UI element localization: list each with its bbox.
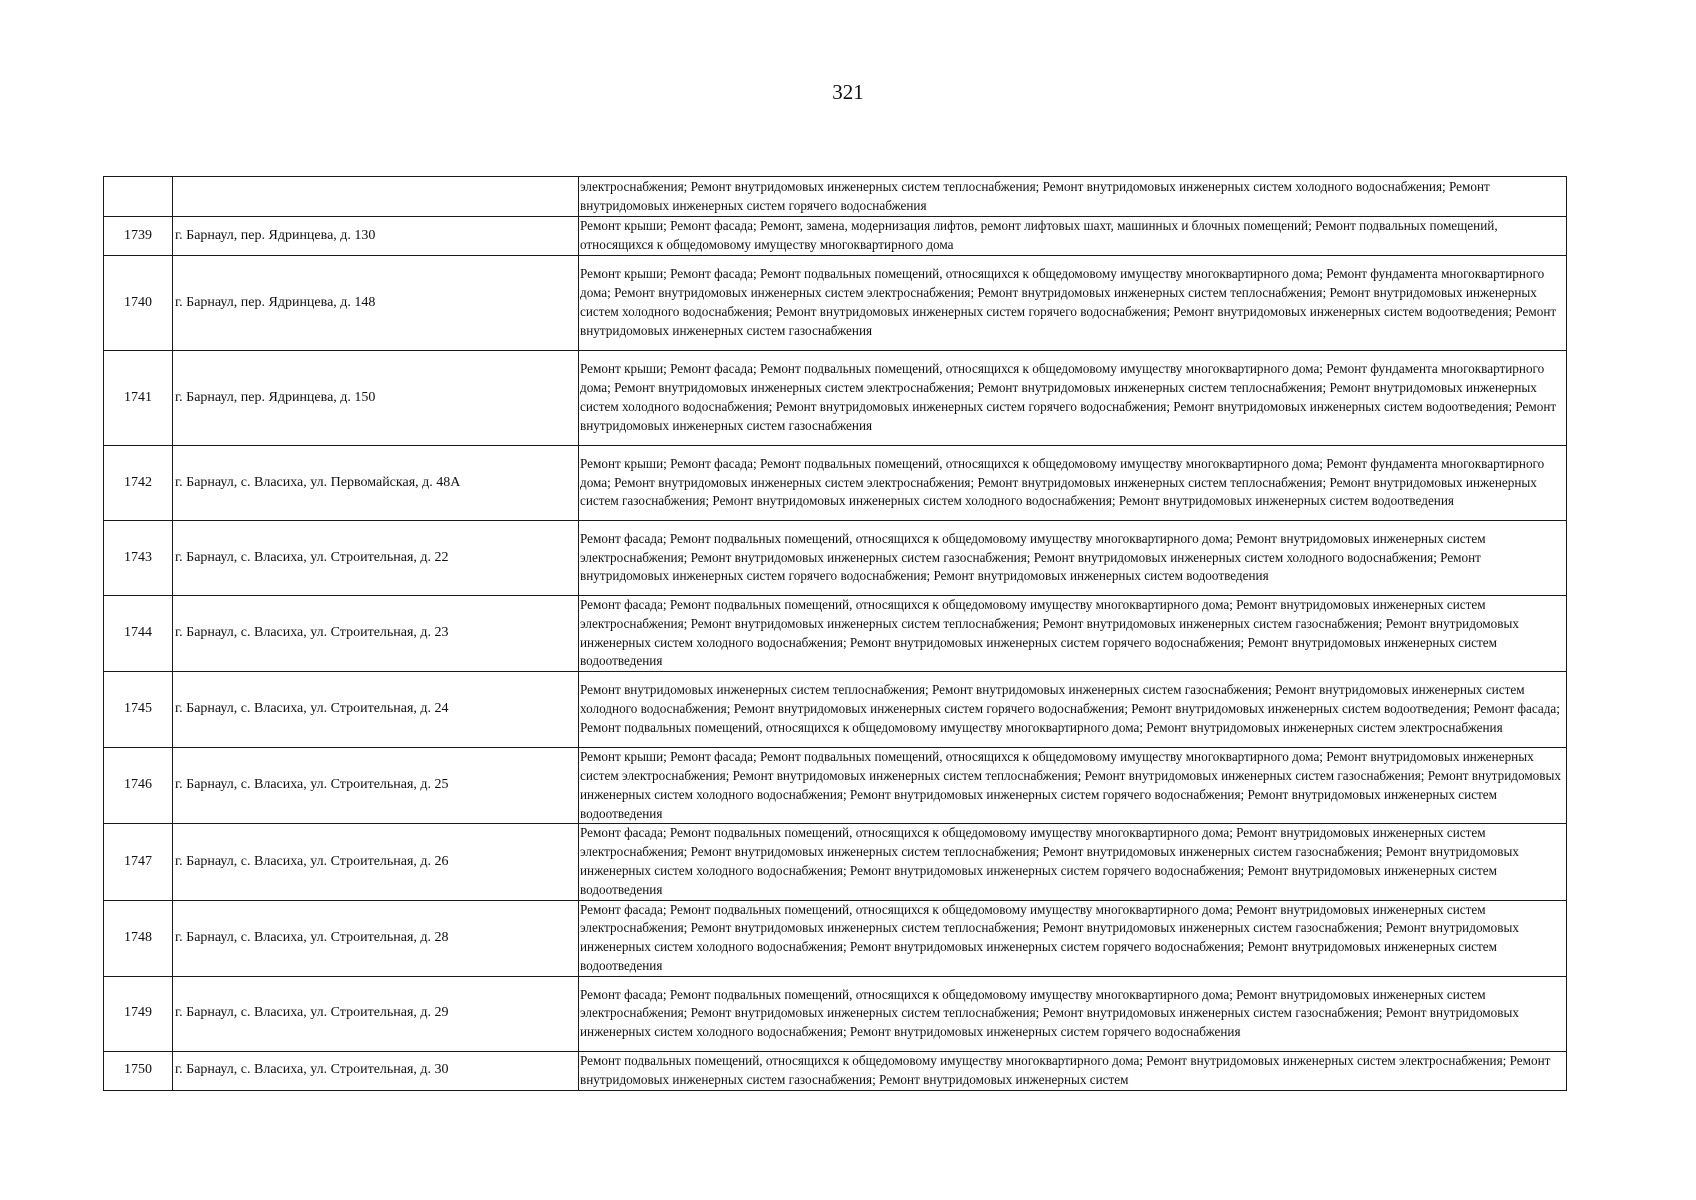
row-address: г. Барнаул, с. Власиха, ул. Строительная, д. 26 [173,824,579,900]
row-number: 1750 [104,1051,173,1090]
table-row [104,446,1567,521]
row-works-text: Ремонт фасада; Ремонт подвальных помещений, относящихся к общедомовому имуществу многоквартирного дома; Ремонт внутридомовых инженерных систем электроснабжения; Ремонт внутридомовых инженерных систем теплоснабжения; Ремонт внутридомовых инженерных систем газоснабжения; Ремонт внутридомовых инженерных систем холодного водоснабжения; Ремонт внутридомовых инженерных систем горячего водоснабжения; Ремонт внутридомовых инженерных систем водоотведения [580,597,1519,669]
row-works-text: Ремонт крыши; Ремонт фасада; Ремонт подвальных помещений, относящихся к общедомовому имуществу многоквартирного дома; Ремонт внутридомовых инженерных систем электроснабжения; Ремонт внутридомовых инженерных систем теплоснабжения; Ремонт внутридомовых инженерных систем газоснабжения; Ремонт внутридомовых инженерных систем холодного водоснабжения; Ремонт внутридомовых инженерных систем горячего водоснабжения; Ремонт внутридомовых инженерных систем водоотведения [580,749,1561,821]
row-number: 1742 [104,446,173,521]
row-number: 1749 [104,976,173,1051]
table-row [104,748,1567,824]
row-works [579,748,1567,824]
row-works-text: Ремонт крыши; Ремонт фасада; Ремонт подвальных помещений, относящихся к общедомовому имуществу многоквартирного дома; Ремонт фундамента многоквартирного дома; Ремонт внутридомовых инженерных систем электроснабжения; Ремонт внутридомовых инженерных систем теплоснабжения; Ремонт внутридомовых инженерных систем холодного водоснабжения; Ремонт внутридомовых инженерных систем горячего водоснабжения; Ремонт внутридомовых инженерных систем водоотведения; Ремонт внутридомовых инженерных систем газоснабжения [580,361,1557,433]
row-address: г. Барнаул, с. Власиха, ул. Строительная, д. 29 [173,976,579,1051]
row-number: 1746 [104,748,173,824]
row-works [579,596,1567,672]
row-works-text: Ремонт подвальных помещений, относящихся к общедомовому имуществу многоквартирного дома; Ремонт внутридомовых инженерных систем электроснабжения; Ремонт внутридомовых инженерных систем газоснабжения; Ремонт внутридомовых инженерных систем [580,1052,1551,1087]
table-row [104,596,1567,672]
table-row [104,521,1567,596]
row-number: 1741 [104,351,173,446]
row-number: 1745 [104,672,173,748]
table-row [104,976,1567,1051]
table-row [104,177,1567,217]
row-works [579,177,1567,217]
row-number: 1748 [104,900,173,976]
row-number: 1744 [104,596,173,672]
row-works [579,521,1567,596]
table-row [104,217,1567,256]
row-address: г. Барнаул, с. Власиха, ул. Строительная, д. 25 [173,748,579,824]
row-works-text: Ремонт крыши; Ремонт фасада; Ремонт подвальных помещений, относящихся к общедомовому имуществу многоквартирного дома; Ремонт фундамента многоквартирного дома; Ремонт внутридомовых инженерных систем электроснабжения; Ремонт внутридомовых инженерных систем теплоснабжения; Ремонт внутридомовых инженерных систем газоснабжения; Ремонт внутридомовых инженерных систем холодного водоснабжения; Ремонт внутридомовых инженерных систем водоотведения [580,455,1545,509]
row-works [579,1051,1567,1090]
row-address: г. Барнаул, с. Власиха, ул. Строительная, д. 23 [173,596,579,672]
row-works [579,446,1567,521]
row-works-text: Ремонт фасада; Ремонт подвальных помещений, относящихся к общедомовому имуществу многоквартирного дома; Ремонт внутридомовых инженерных систем электроснабжения; Ремонт внутридомовых инженерных систем теплоснабжения; Ремонт внутридомовых инженерных систем газоснабжения; Ремонт внутридомовых инженерных систем холодного водоснабжения; Ремонт внутридомовых инженерных систем горячего водоснабжения; Ремонт внутридомовых инженерных систем водоотведения [580,901,1519,973]
row-works [579,217,1567,256]
row-number: 1740 [104,256,173,351]
row-address: г. Барнаул, с. Власиха, ул. Строительная, д. 22 [173,521,579,596]
row-works-text: Ремонт внутридомовых инженерных систем теплоснабжения; Ремонт внутридомовых инженерных систем газоснабжения; Ремонт внутридомовых инженерных систем холодного водоснабжения; Ремонт внутридомовых инженерных систем горячего водоснабжения; Ремонт внутридомовых инженерных систем водоотведения; Ремонт фасада; Ремонт подвальных помещений, относящихся к общедомовому имуществу многоквартирного дома; Ремонт внутридомовых инженерных систем электроснабжения [580,682,1560,736]
row-works [579,976,1567,1051]
row-address: г. Барнаул, с. Власиха, ул. Строительная, д. 30 [173,1051,579,1090]
row-works-text: Ремонт фасада; Ремонт подвальных помещений, относящихся к общедомовому имуществу многоквартирного дома; Ремонт внутридомовых инженерных систем электроснабжения; Ремонт внутридомовых инженерных систем теплоснабжения; Ремонт внутридомовых инженерных систем газоснабжения; Ремонт внутридомовых инженерных систем холодного водоснабжения; Ремонт внутридомовых инженерных систем горячего водоснабжения; Ремонт внутридомовых инженерных систем водоотведения [580,825,1519,897]
row-address: г. Барнаул, пер. Ядринцева, д. 148 [173,256,579,351]
row-works-text: электроснабжения; Ремонт внутридомовых инженерных систем теплоснабжения; Ремонт внутридомовых инженерных систем холодного водоснабжения; Ремонт внутридомовых инженерных систем горячего водоснабжения [580,178,1490,213]
row-works [579,351,1567,446]
row-works [579,824,1567,900]
row-works [579,256,1567,351]
row-works [579,672,1567,748]
table-row [104,256,1567,351]
table-row [104,672,1567,748]
row-address: г. Барнаул, пер. Ядринцева, д. 130 [173,217,579,256]
row-works-text: Ремонт крыши; Ремонт фасада; Ремонт, замена, модернизация лифтов, ремонт лифтовых шахт, машинных и блочных помещений; Ремонт подвальных помещений, относящихся к общедомовому имуществу многоквартирного дома [580,218,1498,252]
row-address: г. Барнаул, с. Власиха, ул. Первомайская, д. 48А [173,446,579,521]
row-address: г. Барнаул, пер. Ядринцева, д. 150 [173,351,579,446]
page-number: 321 [832,80,864,104]
row-works-text: Ремонт фасада; Ремонт подвальных помещений, относящихся к общедомовому имуществу многоквартирного дома; Ремонт внутридомовых инженерных систем электроснабжения; Ремонт внутридомовых инженерных систем теплоснабжения; Ремонт внутридомовых инженерных систем газоснабжения; Ремонт внутридомовых инженерных систем холодного водоснабжения; Ремонт внутридомовых инженерных систем горячего водоснабжения [580,986,1519,1040]
row-address: г. Барнаул, с. Власиха, ул. Строительная, д. 24 [173,672,579,748]
row-works-text: Ремонт крыши; Ремонт фасада; Ремонт подвальных помещений, относящихся к общедомовому имуществу многоквартирного дома; Ремонт фундамента многоквартирного дома; Ремонт внутридомовых инженерных систем электроснабжения; Ремонт внутридомовых инженерных систем теплоснабжения; Ремонт внутридомовых инженерных систем холодного водоснабжения; Ремонт внутридомовых инженерных систем горячего водоснабжения; Ремонт внутридомовых инженерных систем водоотведения; Ремонт внутридомовых инженерных систем газоснабжения [580,266,1557,338]
row-number [104,177,173,217]
row-number: 1743 [104,521,173,596]
repair-works-table [103,176,1567,1091]
row-number: 1747 [104,824,173,900]
row-works-text: Ремонт фасада; Ремонт подвальных помещений, относящихся к общедомовому имуществу многоквартирного дома; Ремонт внутридомовых инженерных систем электроснабжения; Ремонт внутридомовых инженерных систем газоснабжения; Ремонт внутридомовых инженерных систем холодного водоснабжения; Ремонт внутридомовых инженерных систем горячего водоснабжения; Ремонт внутридомовых инженерных систем водоотведения [580,530,1486,584]
row-address [173,177,579,217]
row-number: 1739 [104,217,173,256]
table-row [104,1051,1567,1090]
row-address: г. Барнаул, с. Власиха, ул. Строительная, д. 28 [173,900,579,976]
table-row [104,351,1567,446]
row-works [579,900,1567,976]
table-row [104,900,1567,976]
table-row [104,824,1567,900]
